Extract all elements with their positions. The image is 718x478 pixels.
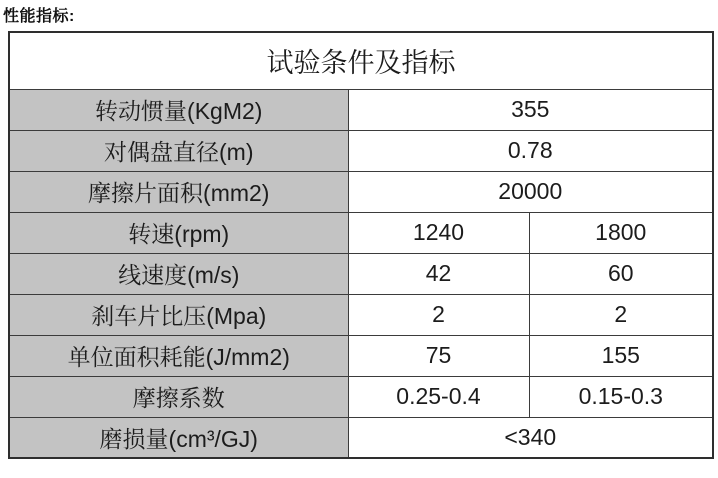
row-label: 对偶盘直径(m) — [9, 130, 348, 171]
row-label: 单位面积耗能(J/mm2) — [9, 335, 348, 376]
table-row — [9, 130, 713, 171]
table-title: 试验条件及指标 — [9, 32, 713, 89]
row-value: 75 — [348, 335, 529, 376]
row-value: 155 — [529, 335, 713, 376]
row-value: 0.25-0.4 — [348, 376, 529, 417]
row-value: 20000 — [348, 171, 713, 212]
row-value: 355 — [348, 89, 713, 130]
row-value: 2 — [348, 294, 529, 335]
row-value: 60 — [529, 253, 713, 294]
row-value: 1240 — [348, 212, 529, 253]
row-value: 0.78 — [348, 130, 713, 171]
table-row — [9, 89, 713, 130]
row-value: 42 — [348, 253, 529, 294]
table-row — [9, 253, 713, 294]
row-label: 磨损量(cm³/GJ) — [9, 417, 348, 458]
table-title-row — [9, 32, 713, 89]
table-row — [9, 376, 713, 417]
row-label: 线速度(m/s) — [9, 253, 348, 294]
row-value: 0.15-0.3 — [529, 376, 713, 417]
table-row — [9, 171, 713, 212]
table-row — [9, 212, 713, 253]
row-label: 摩擦片面积(mm2) — [9, 171, 348, 212]
table-row — [9, 335, 713, 376]
page-title: 性能指标: — [3, 8, 75, 25]
row-label: 转速(rpm) — [9, 212, 348, 253]
row-value: 2 — [529, 294, 713, 335]
spec-table — [8, 31, 714, 459]
row-value: <340 — [348, 417, 713, 458]
row-label: 转动惯量(KgM2) — [9, 89, 348, 130]
row-label: 摩擦系数 — [9, 376, 348, 417]
table-row — [9, 417, 713, 458]
table-row — [9, 294, 713, 335]
row-label: 刹车片比压(Mpa) — [9, 294, 348, 335]
row-value: 1800 — [529, 212, 713, 253]
